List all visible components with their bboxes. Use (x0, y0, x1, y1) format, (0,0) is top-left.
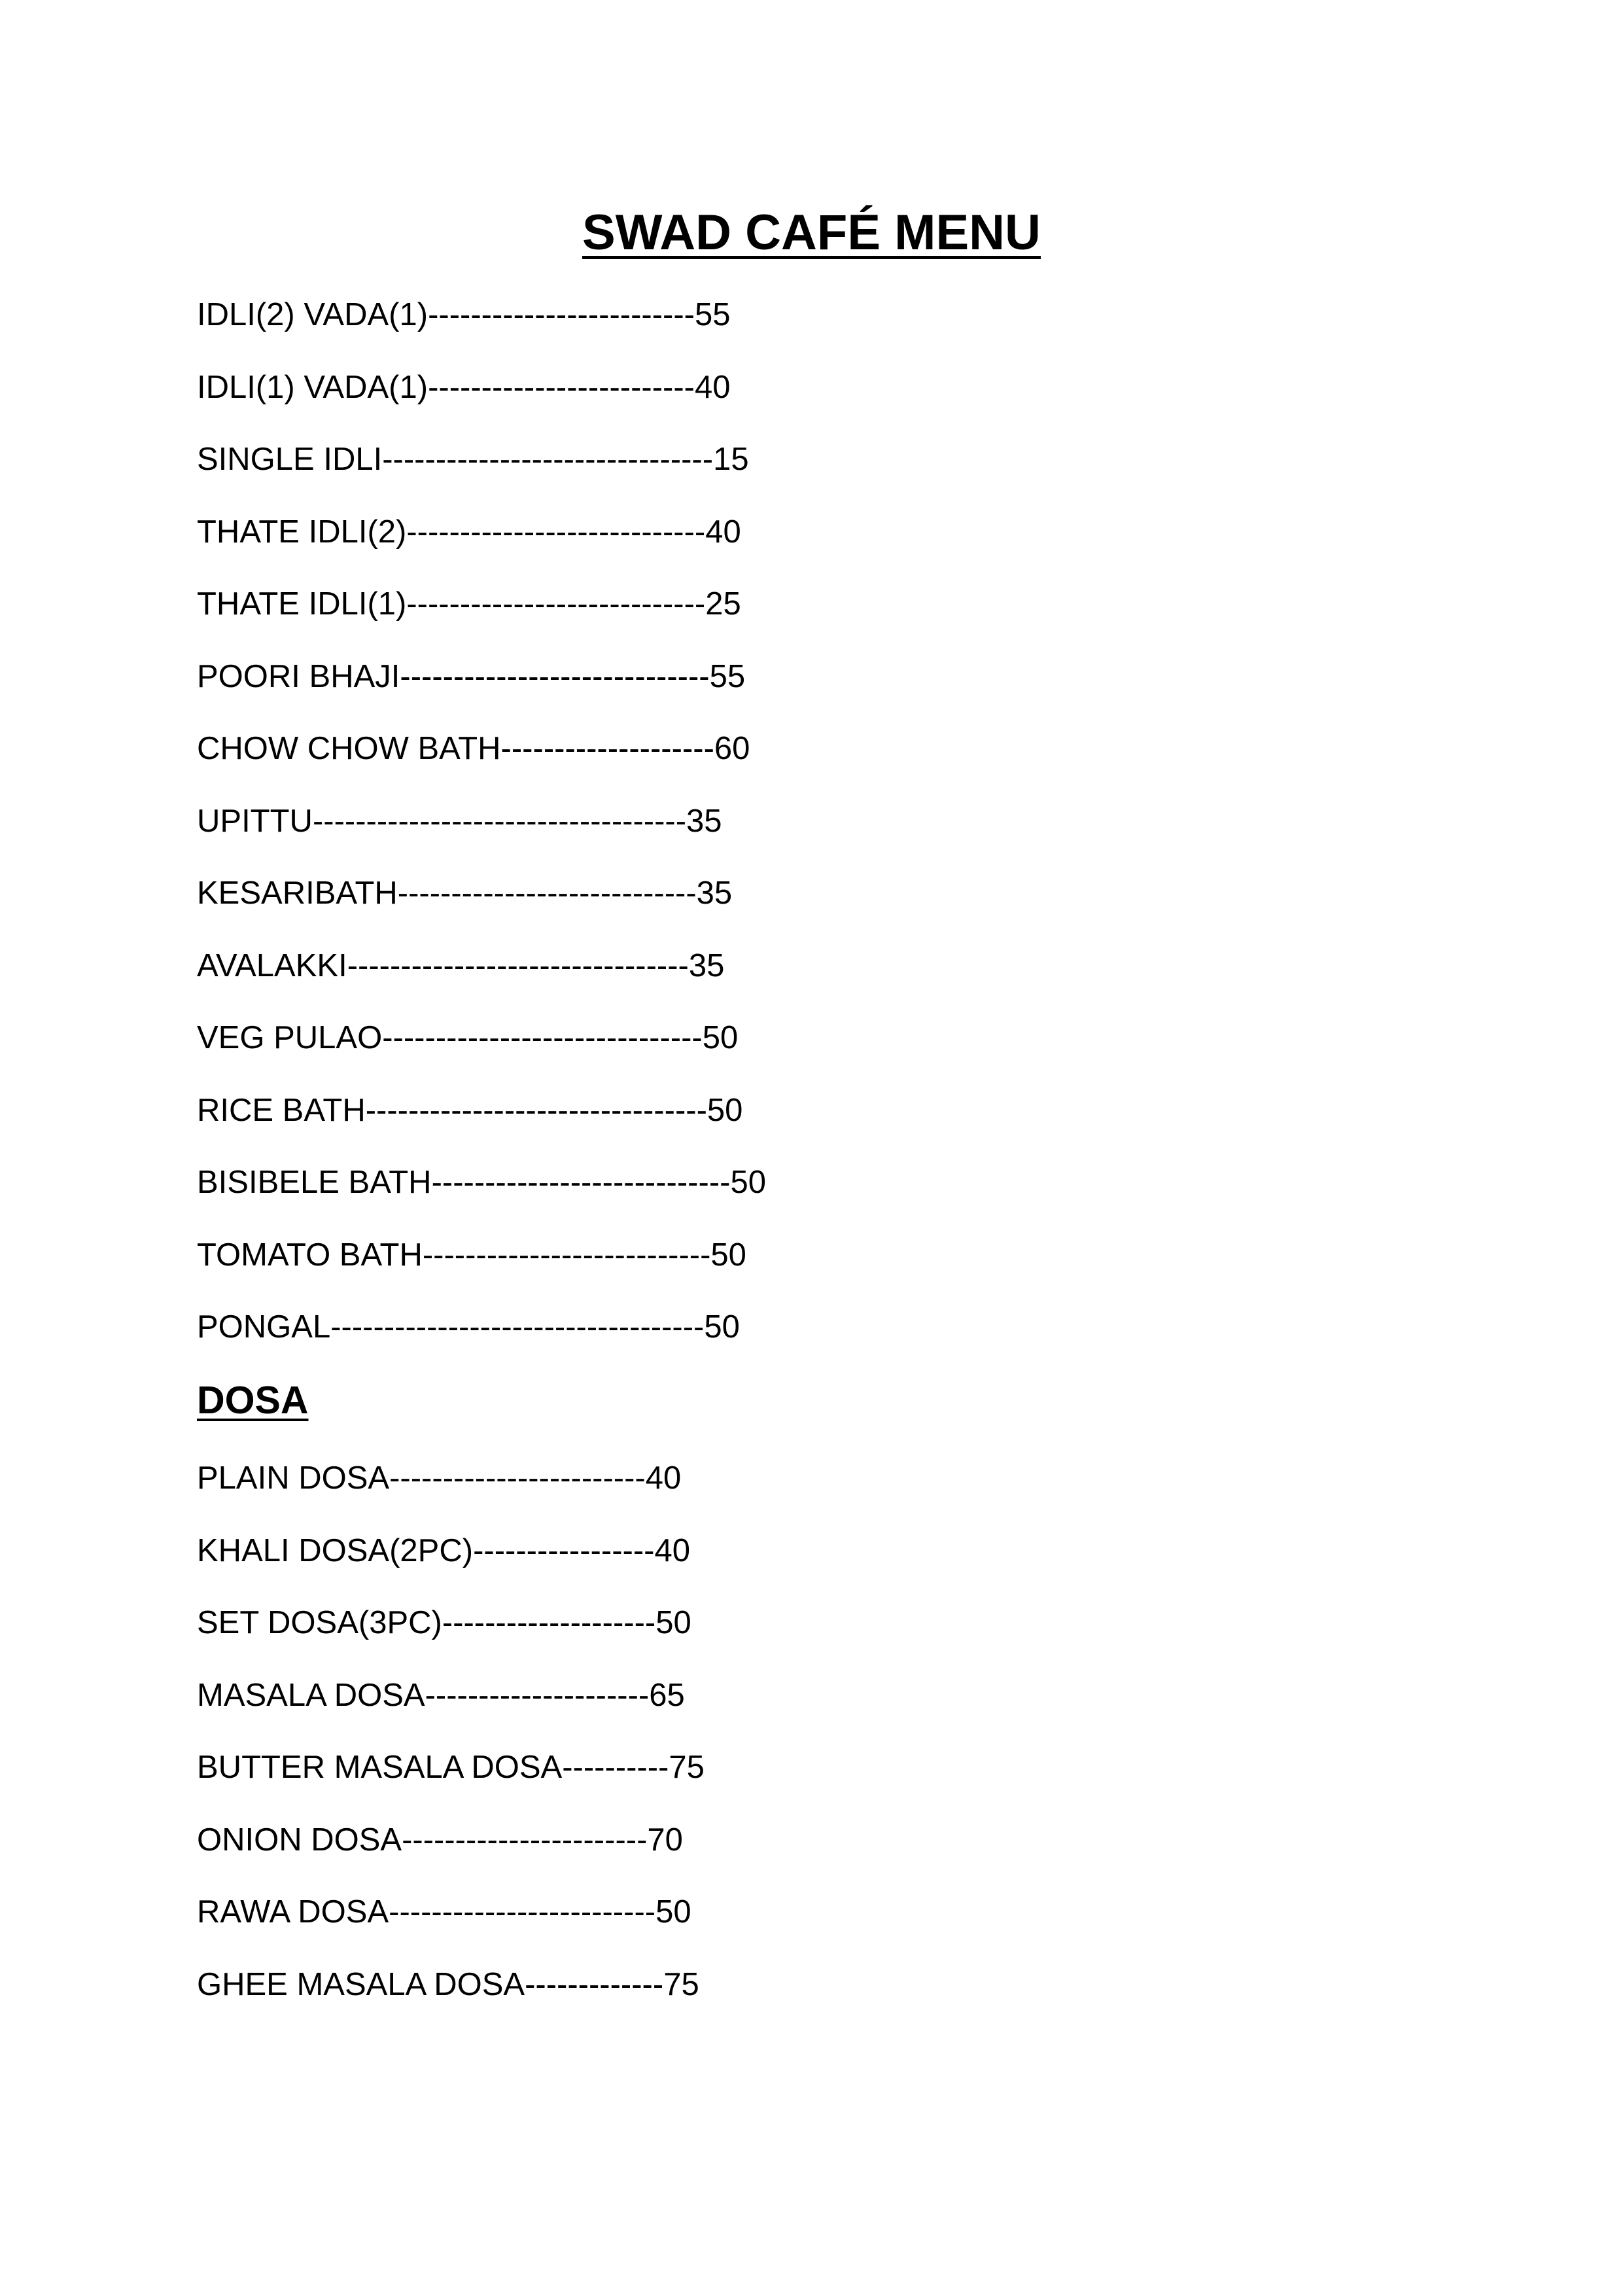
item-name: PLAIN DOSA (197, 1460, 390, 1496)
item-price: 70 (647, 1822, 683, 1858)
item-leader: ------------- (525, 1966, 664, 2002)
menu-item (197, 1081, 1178, 1154)
item-leader: -------------------------------- (365, 1092, 707, 1128)
item-leader: ---------------------------- (397, 875, 697, 911)
item-name: UPITTU (197, 803, 313, 839)
item-name: CHOW CHOW BATH (197, 731, 501, 766)
menu-item (197, 936, 1178, 1009)
item-name: IDLI(2) VADA(1) (197, 297, 428, 332)
menu-item (197, 864, 1178, 936)
menu-item (197, 719, 1178, 792)
item-name: THATE IDLI(2) (197, 514, 407, 550)
item-name: ONION DOSA (197, 1822, 402, 1858)
item-price: 50 (704, 1309, 740, 1345)
item-price: 35 (696, 875, 733, 911)
item-leader: ---------------------------- (406, 514, 706, 550)
item-name: KHALI DOSA(2PC) (197, 1532, 474, 1568)
item-name: BUTTER MASALA DOSA (197, 1750, 563, 1785)
item-leader: ---------------------------- (406, 586, 706, 622)
item-price: 50 (707, 1092, 743, 1128)
menu-item (197, 792, 1178, 864)
item-price: 40 (654, 1532, 690, 1568)
item-price: 40 (705, 514, 741, 550)
menu-item (197, 430, 1178, 503)
item-price: 50 (730, 1165, 766, 1200)
item-name: POORI BHAJI (197, 658, 400, 694)
breakfast-menu-list (197, 285, 1178, 1370)
item-name: PONGAL (197, 1309, 331, 1345)
menu-item (197, 358, 1178, 431)
menu-item (197, 647, 1178, 720)
item-leader: --------------------- (425, 1677, 650, 1713)
item-price: 65 (649, 1677, 685, 1713)
item-leader: ---------------------------- (431, 1165, 731, 1200)
item-leader: ------------------------ (389, 1460, 646, 1496)
menu-item (197, 285, 1178, 358)
item-price: 25 (705, 586, 741, 622)
dosa-section-heading: DOSA (197, 1379, 309, 1422)
item-leader: -------------------- (442, 1605, 656, 1640)
item-price: 50 (655, 1605, 691, 1640)
item-leader: ------------------------- (428, 297, 695, 332)
menu-item (197, 1449, 1178, 1521)
item-leader: ---------- (562, 1750, 669, 1785)
item-name: AVALAKKI (197, 947, 347, 983)
page-title: SWAD CAFÉ MENU (582, 205, 1041, 260)
menu-item (197, 1153, 1178, 1226)
dosa-menu-list (197, 1449, 1178, 2027)
menu-item (197, 1882, 1178, 1955)
item-price: 55 (709, 658, 746, 694)
menu-item (197, 1521, 1178, 1594)
item-name: SINGLE IDLI (197, 442, 383, 477)
item-leader: -------------------- (500, 731, 714, 766)
item-price: 75 (663, 1966, 699, 2002)
item-name: MASALA DOSA (197, 1677, 425, 1713)
item-leader: ------------------------- (389, 1894, 656, 1930)
menu-item (197, 574, 1178, 647)
item-name: KESARIBATH (197, 875, 398, 911)
item-name: RICE BATH (197, 1092, 366, 1128)
item-price: 50 (702, 1020, 739, 1055)
menu-item (197, 503, 1178, 575)
item-leader: ----------------------- (402, 1822, 648, 1858)
item-price: 50 (710, 1237, 746, 1273)
item-name: GHEE MASALA DOSA (197, 1966, 525, 2002)
item-price: 35 (686, 803, 722, 839)
item-name: IDLI(1) VADA(1) (197, 369, 428, 405)
item-leader: -------------------------------- (347, 947, 689, 983)
menu-item (197, 1008, 1178, 1081)
item-price: 55 (695, 297, 731, 332)
item-name: SET DOSA(3PC) (197, 1605, 442, 1640)
item-price: 40 (695, 369, 731, 405)
item-price: 35 (688, 947, 725, 983)
item-price: 50 (655, 1894, 691, 1930)
item-name: THATE IDLI(1) (197, 586, 407, 622)
item-price: 60 (714, 731, 750, 766)
item-price: 75 (669, 1750, 705, 1785)
menu-item (197, 1298, 1178, 1370)
item-leader: ----------------- (473, 1532, 655, 1568)
menu-item (197, 1738, 1178, 1810)
menu-item (197, 1810, 1178, 1883)
menu-item (197, 1955, 1178, 2028)
item-leader: ------------------------------- (382, 442, 714, 477)
item-leader: ----------------------------------- (312, 803, 687, 839)
item-name: RAWA DOSA (197, 1894, 389, 1930)
item-leader: ----------------------------- (400, 658, 710, 694)
item-leader: ------------------------------ (382, 1020, 703, 1055)
item-leader: --------------------------- (422, 1237, 711, 1273)
item-name: BISIBELE BATH (197, 1165, 432, 1200)
item-leader: ----------------------------------- (330, 1309, 705, 1345)
item-price: 40 (645, 1460, 682, 1496)
item-name: TOMATO BATH (197, 1237, 423, 1273)
menu-item (197, 1666, 1178, 1739)
item-leader: ------------------------- (428, 369, 695, 405)
menu-item (197, 1226, 1178, 1298)
item-name: VEG PULAO (197, 1020, 383, 1055)
menu-item (197, 1593, 1178, 1666)
item-price: 15 (713, 442, 749, 477)
